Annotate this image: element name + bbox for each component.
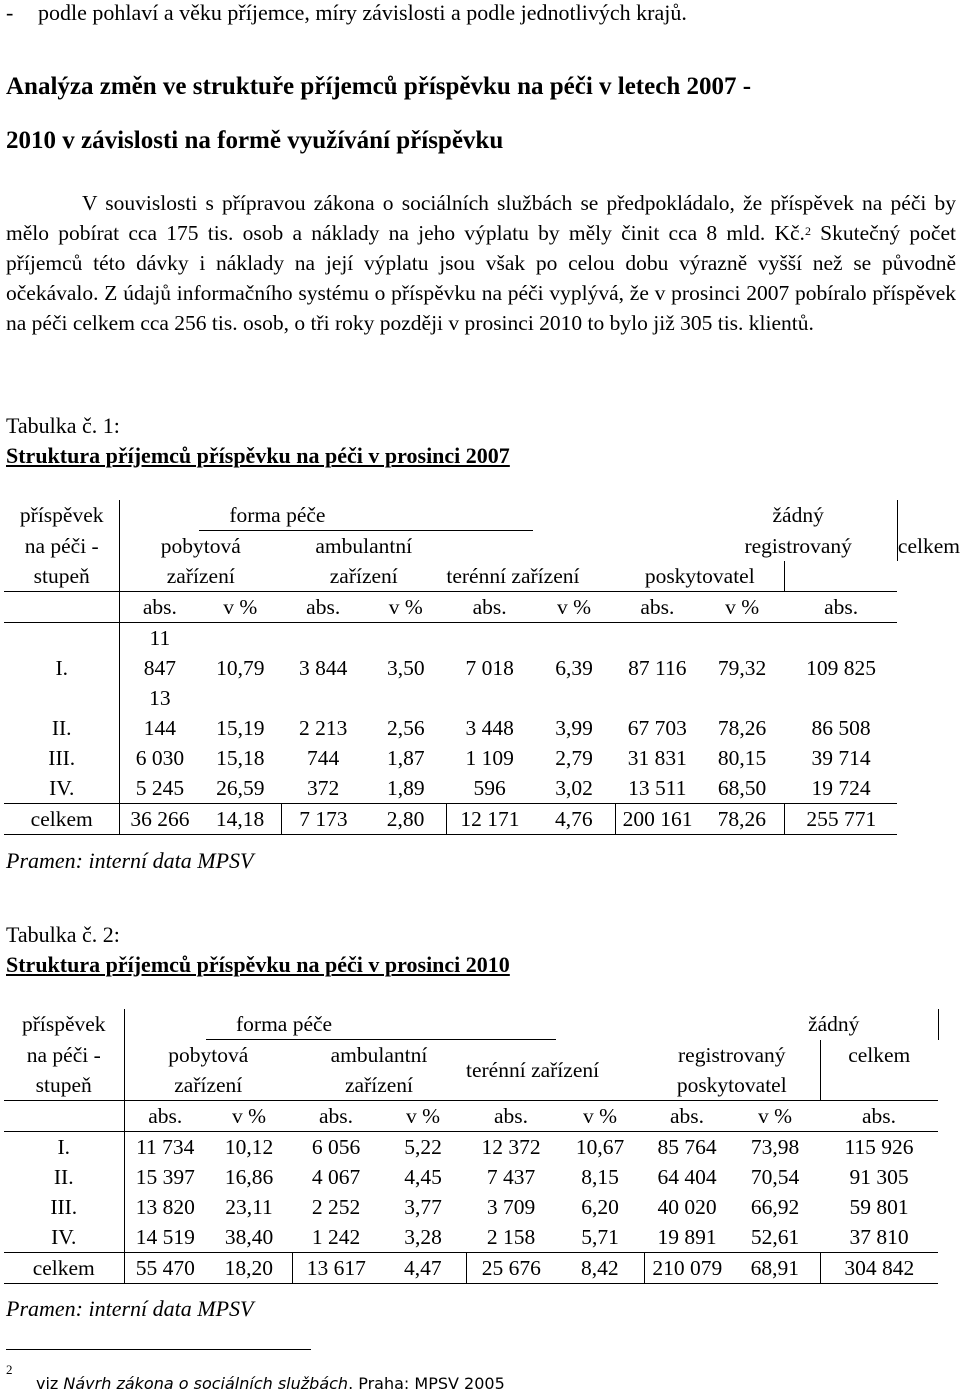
total-cell: 8,42 [556,1253,644,1284]
table-cell: 7 437 [486,1165,536,1189]
sub-header-abs: abs. [281,592,365,623]
table-cell: 6,39 [555,656,593,680]
pobytova-header-2: zařízení [120,561,281,592]
table-cell: 2 158 [486,1225,536,1249]
table-cell: 109 825 [806,656,877,680]
table-cell: 19 724 [811,776,871,800]
table-cell: 10,67 [575,1135,625,1159]
total-cell: 68,91 [730,1253,820,1284]
sub-header-abs: abs. [820,1101,938,1132]
table-cell: 3 844 [298,656,348,680]
ambulantni-header-1: ambulantní [330,1043,428,1067]
table-cell: 2 252 [311,1195,361,1219]
paragraph-part2: Skutečný počet příjemců této dávky i náklady na její výplatu jsou však po celou dobu výrazně vyšší než se původně očekávalo. Z údajů informačního systému o příspěvku na péči vyplývá, že v prosinci 2007 pobíralo příspěvek na péči celkem cca 256 tis. osob, o tři roky později v prosinci 2010 to bylo již 305 tis. klientů. [6,221,956,335]
table-cell: 12 372 [481,1135,541,1159]
table-cell: 3,28 [404,1225,442,1249]
table-cell: 3 709 [486,1195,536,1219]
paragraph-part1: V souvislosti s přípravou zákona o sociálních službách se předpokládalo, že příspěvek na péči by mělo pobírat cca 175 tis. osob a náklady na jeho výplatu by měly činit cca 8 mld. Kč. [6,191,956,245]
ambulantni-header-2: zařízení [292,1070,466,1101]
table-row-stage: IV. [4,773,120,804]
table-cell: 37 810 [849,1225,909,1249]
table-cell: 8,15 [581,1165,619,1189]
table-cell: 86 508 [811,716,871,740]
table-cell: 13 511 [628,776,687,800]
pobytova-header-1: pobytová [160,534,241,558]
total-cell: 210 079 [644,1253,730,1284]
table-cell [120,683,199,743]
total-cell: 55 470 [124,1253,206,1284]
table-cell: 10,79 [216,656,265,680]
col0-header-3: stupeň [4,1070,124,1101]
total-cell: 4,76 [533,804,615,835]
table-cell: 10,12 [224,1135,274,1159]
table1 [4,500,960,835]
total-cell: 18,20 [206,1253,292,1284]
total-cell: 14,18 [199,804,281,835]
table-cell: 3 448 [465,716,514,740]
table-cell: 6 030 [135,746,185,770]
table-row-stage: III. [4,743,120,773]
table-cell: 26,59 [216,776,265,800]
table-cell: 1,87 [386,746,425,770]
table-cell: 23,11 [225,1195,273,1219]
table-cell: 3,99 [555,716,593,740]
table-cell: 31 831 [627,746,687,770]
total-cell: 36 266 [120,804,199,835]
total-cell: 2,80 [365,804,446,835]
intro-text: podle pohlaví a věku příjemce, míry závislosti a podle jednotlivých krajů. [38,0,687,25]
total-cell: 78,26 [699,804,784,835]
forma-pece-header: forma péče [206,1009,556,1040]
table-cell: 67 703 [627,716,687,740]
total-row-label: celkem [4,804,120,835]
sub-header-abs: abs. [785,592,898,623]
col0-header-1: příspěvek [4,1009,124,1040]
table-cell: 15,19 [216,716,265,740]
table-cell: 70,54 [750,1165,800,1189]
sub-header-abs: abs. [615,592,699,623]
table-cell: 1,89 [386,776,425,800]
sub-header-abs: abs. [292,1101,380,1132]
table-row-stage: III. [4,1192,124,1222]
col0-header-2: na péči - [4,531,120,562]
sub-header-abs: abs. [446,592,533,623]
sub-header-pct: v % [730,1101,820,1132]
col0-header-2: na péči - [4,1040,124,1071]
table-cell: 3,77 [404,1195,442,1219]
table2 [4,1009,939,1284]
table-cell: 87 116 [628,656,687,680]
cell-part: 144 [143,716,177,740]
table-cell: 14 519 [135,1225,195,1249]
col0-header-1: příspěvek [4,500,120,531]
zadny-header-2: registrovaný [678,1042,786,1067]
table-cell: 78,26 [717,716,767,740]
sub-header-pct: v % [199,592,281,623]
table-cell: 68,50 [717,776,767,800]
pobytova-header-2: zařízení [124,1070,292,1101]
table-cell: 3,02 [555,776,593,800]
table1-label: Tabulka č. 1: [6,413,120,438]
table-cell: 2,56 [386,716,425,740]
table-cell: 2 213 [298,716,348,740]
total-cell: 304 842 [820,1253,938,1284]
footnote-title: Návrh zákona o sociálních službách [63,1374,349,1393]
table-cell: 7 018 [465,656,514,680]
table-row-stage: II. [4,683,120,743]
table1-source: Pramen: interní data MPSV [6,848,254,873]
footnote-text [36,1374,505,1393]
table-cell: 1 242 [311,1225,361,1249]
sub-header-pct: v % [533,592,615,623]
table-cell: 39 714 [811,746,871,770]
footnote-separator [6,1349,311,1350]
table-cell: 11 734 [136,1135,195,1159]
sub-header-pct: v % [699,592,784,623]
sub-header-pct: v % [380,1101,466,1132]
celkem-header: celkem [820,1040,938,1071]
zadny-header-1: žádný [808,1012,860,1037]
table-cell: 6,20 [581,1195,619,1219]
total-cell: 200 161 [615,804,699,835]
table-cell: 91 305 [849,1165,909,1189]
table-cell: 38,40 [224,1225,274,1249]
section-heading-line1: Analýza změn ve struktuře příjemců příspěvku na péči v letech 2007 - [6,73,752,100]
footnote-prefix: viz [36,1374,64,1393]
table-cell: 80,15 [717,746,767,770]
ambulantni-header-1: ambulantní [315,534,413,558]
table-cell: 15,18 [216,746,265,770]
sub-header-abs: abs. [644,1101,730,1132]
table-cell: 596 [473,776,506,800]
footnote-suffix: . Praha: MPSV 2005 [348,1374,505,1393]
bullet-dash: - [6,0,14,25]
sub-header-pct: v % [365,592,446,623]
table-cell: 66,92 [750,1195,800,1219]
table-cell: 52,61 [750,1225,800,1249]
table-cell: 16,86 [224,1165,274,1189]
table-cell: 4 067 [311,1165,361,1189]
total-cell: 25 676 [466,1253,556,1284]
footnote-number: 2 [6,1362,13,1377]
table2-label: Tabulka č. 2: [6,922,120,947]
total-cell: 13 617 [292,1253,380,1284]
table-cell: 5,71 [581,1225,619,1249]
ambulantni-header-2: zařízení [281,561,446,592]
table-cell: 6 056 [311,1135,361,1159]
body-paragraph [6,188,956,338]
total-cell: 4,47 [380,1253,466,1284]
table-cell: 5 245 [135,776,185,800]
col0-header-3: stupeň [4,561,120,592]
table-row-stage: I. [4,623,120,684]
terenni-header: terénní zařízení [466,1058,600,1082]
table-cell: 3,50 [386,656,425,680]
forma-pece-header: forma péče [199,500,533,531]
cell-part: 11 [149,626,171,650]
section-heading-line2: 2010 v závislosti na formě využívání příspěvku [6,127,504,154]
terenni-header: terénní zařízení [446,564,580,588]
table-cell: 40 020 [657,1195,717,1219]
sub-header-abs: abs. [124,1101,206,1132]
table-cell: 85 764 [657,1135,717,1159]
table-cell: 15 397 [135,1165,195,1189]
table-cell: 5,22 [404,1135,442,1159]
table-cell: 2,79 [555,746,593,770]
zadny-header-3: poskytovatel [644,1070,820,1101]
zadny-header-2: registrovaný [744,533,852,558]
total-cell: 7 173 [281,804,365,835]
total-row-label: celkem [4,1253,124,1284]
total-cell: 12 171 [446,804,533,835]
zadny-header-3: poskytovatel [615,561,785,592]
table-row-stage: I. [4,1132,124,1163]
table-cell: 744 [307,746,340,770]
celkem-header: celkem [897,531,960,562]
table2-source: Pramen: interní data MPSV [6,1296,254,1321]
table-cell: 372 [307,776,340,800]
table-cell: 4,45 [404,1165,442,1189]
table-cell: 19 891 [657,1225,717,1249]
table-cell [120,623,199,684]
table2-title: Struktura příjemců příspěvku na péči v prosinci 2010 [6,952,510,977]
table-row-stage: IV. [4,1222,124,1253]
zadny-header-1: žádný [772,503,824,528]
table1-title: Struktura příjemců příspěvku na péči v prosinci 2007 [6,443,510,468]
table-cell: 13 820 [135,1195,195,1219]
cell-part: 13 [149,686,171,710]
table-cell: 79,32 [717,656,767,680]
pobytova-header-1: pobytová [168,1043,249,1067]
table-cell: 64 404 [657,1165,717,1189]
sub-header-abs: abs. [120,592,199,623]
sub-header-pct: v % [206,1101,292,1132]
total-cell: 255 771 [785,804,898,835]
table-cell: 73,98 [750,1135,800,1159]
sub-header-pct: v % [556,1101,644,1132]
cell-part: 847 [143,656,177,680]
table-cell: 1 109 [465,746,514,770]
table-cell: 115 926 [844,1135,914,1159]
table-cell: 59 801 [849,1195,909,1219]
intro-line [6,0,687,26]
table-row-stage: II. [4,1162,124,1192]
sub-header-abs: abs. [466,1101,556,1132]
footnote-ref[interactable]: 2 [804,224,811,238]
